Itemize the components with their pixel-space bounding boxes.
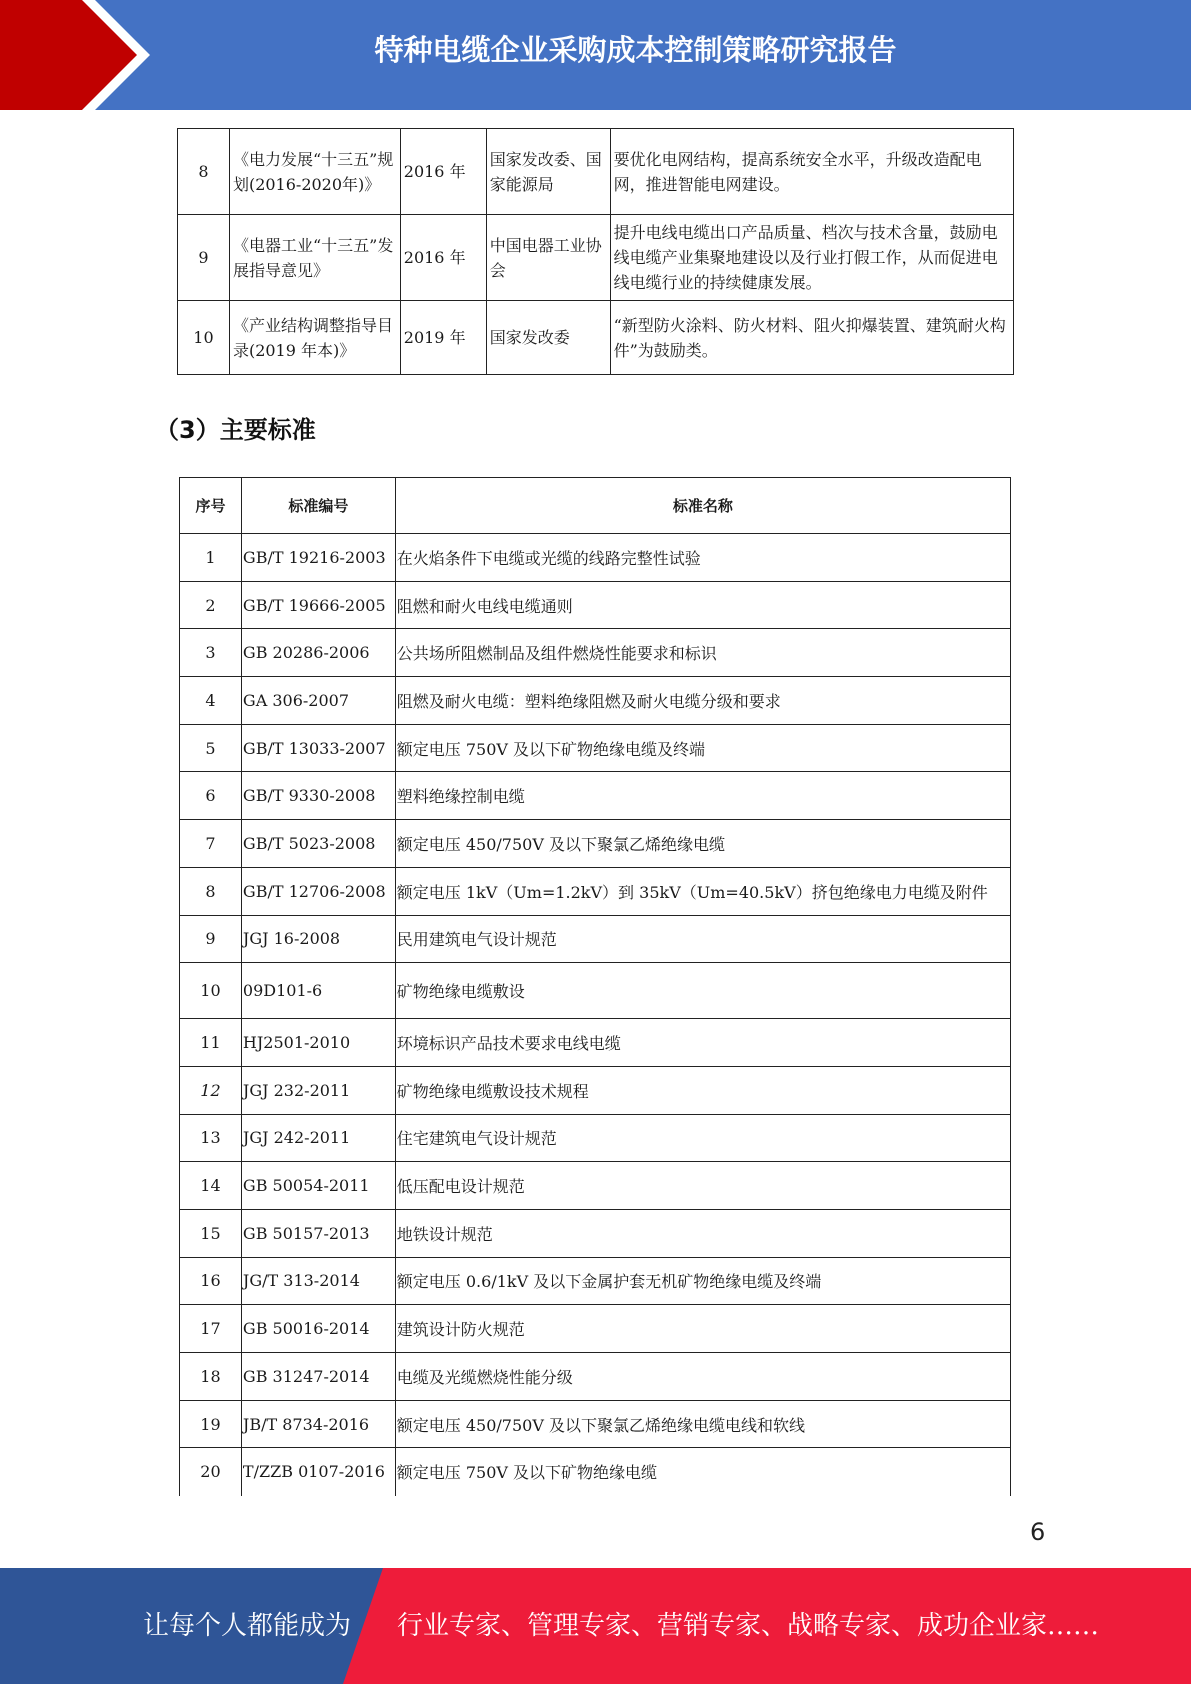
policy-row — [178, 301, 1014, 375]
standard-num: 7 — [180, 820, 242, 868]
table-row — [180, 724, 1011, 772]
table-row — [180, 867, 1011, 915]
standard-num: 10 — [180, 963, 242, 1019]
standard-name: 电缆及光缆燃烧性能分级 — [395, 1353, 1010, 1401]
standard-name: 额定电压 1kV（Um=1.2kV）到 35kV（Um=40.5kV）挤包绝缘电力电缆及附件 — [395, 867, 1010, 915]
policy-name: 《产业结构调整指导目录(2019 年本)》 — [229, 301, 400, 375]
standard-code: JGJ 242-2011 — [241, 1114, 395, 1162]
table-row — [180, 1209, 1011, 1257]
standard-name: 阻燃和耐火电线电缆通则 — [395, 581, 1010, 629]
standard-code: GB/T 12706-2008 — [241, 867, 395, 915]
standard-code: 09D101-6 — [241, 963, 395, 1019]
policy-year: 2019 年 — [400, 301, 486, 375]
table-row — [180, 1448, 1011, 1496]
standard-num: 18 — [180, 1353, 242, 1401]
standard-num: 20 — [180, 1448, 242, 1496]
standard-code: GB 50157-2013 — [241, 1209, 395, 1257]
standard-code: GB/T 19216-2003 — [241, 534, 395, 582]
standard-name: 建筑设计防火规范 — [395, 1305, 1010, 1353]
standard-num: 13 — [180, 1114, 242, 1162]
standard-num: 9 — [180, 915, 242, 963]
standard-num: 15 — [180, 1209, 242, 1257]
standard-num: 6 — [180, 772, 242, 820]
policy-row — [178, 215, 1014, 301]
table-row — [180, 1162, 1011, 1210]
policy-issuer: 国家发改委 — [486, 301, 610, 375]
standard-code: GB 50016-2014 — [241, 1305, 395, 1353]
policy-num: 9 — [178, 215, 230, 301]
policy-content: 提升电线电缆出口产品质量、档次与技术含量，鼓励电线电缆产业集聚地建设以及行业打假工作，从而促进电线电缆行业的持续健康发展。 — [610, 215, 1013, 301]
standard-num: 14 — [180, 1162, 242, 1210]
standard-code: JGJ 16-2008 — [241, 915, 395, 963]
section-heading: （3）主要标准 — [155, 416, 316, 444]
standard-code: GB/T 19666-2005 — [241, 581, 395, 629]
standard-code: T/ZZB 0107-2016 — [241, 1448, 395, 1496]
table-row — [180, 1019, 1011, 1067]
standard-code: GB 50054-2011 — [241, 1162, 395, 1210]
policy-issuer: 中国电器工业协会 — [486, 215, 610, 301]
standard-num: 2 — [180, 581, 242, 629]
table-row — [180, 629, 1011, 677]
table-row — [180, 820, 1011, 868]
standard-name: 塑料绝缘控制电缆 — [395, 772, 1010, 820]
policy-content: “新型防火涂料、防火材料、阻火抑爆装置、建筑耐火构件”为鼓励类。 — [610, 301, 1013, 375]
table-row — [180, 963, 1011, 1019]
table-row — [180, 1353, 1011, 1401]
standard-name: 矿物绝缘电缆敷设 — [395, 963, 1010, 1019]
table-row — [180, 772, 1011, 820]
standard-name: 环境标识产品技术要求电线电缆 — [395, 1019, 1010, 1067]
standard-code: GA 306-2007 — [241, 677, 395, 725]
standard-num: 1 — [180, 534, 242, 582]
standard-num: 4 — [180, 677, 242, 725]
footer-slogan-left: 让每个人都能成为 — [143, 1611, 352, 1641]
policy-year: 2016 年 — [400, 129, 486, 215]
header-num: 序号 — [180, 478, 242, 534]
standard-code: JB/T 8734-2016 — [241, 1400, 395, 1448]
policy-content: 要优化电网结构，提高系统安全水平，升级改造配电网，推进智能电网建设。 — [610, 129, 1013, 215]
standard-code: JG/T 313-2014 — [241, 1257, 395, 1305]
standard-code: GB/T 9330-2008 — [241, 772, 395, 820]
standard-name: 额定电压 450/750V 及以下聚氯乙烯绝缘电缆电线和软线 — [395, 1400, 1010, 1448]
table-row — [180, 1066, 1011, 1114]
header-code: 标准编号 — [241, 478, 395, 534]
standards-table — [179, 477, 1011, 1496]
standard-name: 阻燃及耐火电缆：塑料绝缘阻燃及耐火电缆分级和要求 — [395, 677, 1010, 725]
policy-year: 2016 年 — [400, 215, 486, 301]
standard-num: 17 — [180, 1305, 242, 1353]
table-row — [180, 1400, 1011, 1448]
standard-name: 额定电压 0.6/1kV 及以下金属护套无机矿物绝缘电缆及终端 — [395, 1257, 1010, 1305]
standard-name: 在火焰条件下电缆或光缆的线路完整性试验 — [395, 534, 1010, 582]
standard-num: 11 — [180, 1019, 242, 1067]
policy-row — [178, 129, 1014, 215]
standard-code: GB 31247-2014 — [241, 1353, 395, 1401]
policy-name: 《电力发展“十三五”规划(2016-2020年)》 — [229, 129, 400, 215]
policy-num: 8 — [178, 129, 230, 215]
standard-num: 12 — [180, 1066, 242, 1114]
standard-name: 额定电压 750V 及以下矿物绝缘电缆及终端 — [395, 724, 1010, 772]
page-footer — [0, 1568, 1191, 1684]
standard-name: 矿物绝缘电缆敷设技术规程 — [395, 1066, 1010, 1114]
standard-name: 额定电压 750V 及以下矿物绝缘电缆 — [395, 1448, 1010, 1496]
table-row — [180, 915, 1011, 963]
standard-name: 住宅建筑电气设计规范 — [395, 1114, 1010, 1162]
standard-name: 额定电压 450/750V 及以下聚氯乙烯绝缘电缆 — [395, 820, 1010, 868]
standard-num: 16 — [180, 1257, 242, 1305]
table-row — [180, 534, 1011, 582]
policy-name: 《电器工业“十三五”发展指导意见》 — [229, 215, 400, 301]
table-row — [180, 1257, 1011, 1305]
standard-code: GB 20286-2006 — [241, 629, 395, 677]
standard-name: 地铁设计规范 — [395, 1209, 1010, 1257]
standard-code: HJ2501-2010 — [241, 1019, 395, 1067]
policy-issuer: 国家发改委、国家能源局 — [486, 129, 610, 215]
standard-num: 8 — [180, 867, 242, 915]
standard-name: 民用建筑电气设计规范 — [395, 915, 1010, 963]
table-row — [180, 1305, 1011, 1353]
policy-table — [177, 128, 1014, 375]
table-row — [180, 1114, 1011, 1162]
standard-name: 低压配电设计规范 — [395, 1162, 1010, 1210]
page-header — [0, 0, 1191, 110]
standard-num: 19 — [180, 1400, 242, 1448]
standard-code: GB/T 5023-2008 — [241, 820, 395, 868]
table-row — [180, 581, 1011, 629]
standard-num: 5 — [180, 724, 242, 772]
header-name: 标准名称 — [395, 478, 1010, 534]
standard-code: GB/T 13033-2007 — [241, 724, 395, 772]
standard-code: JGJ 232-2011 — [241, 1066, 395, 1114]
table-row — [180, 677, 1011, 725]
page-number: 6 — [1030, 1518, 1046, 1546]
standards-header-row — [180, 478, 1011, 534]
standard-name: 公共场所阻燃制品及组件燃烧性能要求和标识 — [395, 629, 1010, 677]
footer-slogan-right: 行业专家、管理专家、营销专家、战略专家、成功企业家…… — [397, 1611, 1100, 1641]
report-title: 特种电缆企业采购成本控制策略研究报告 — [374, 33, 897, 67]
policy-num: 10 — [178, 301, 230, 375]
standard-num: 3 — [180, 629, 242, 677]
